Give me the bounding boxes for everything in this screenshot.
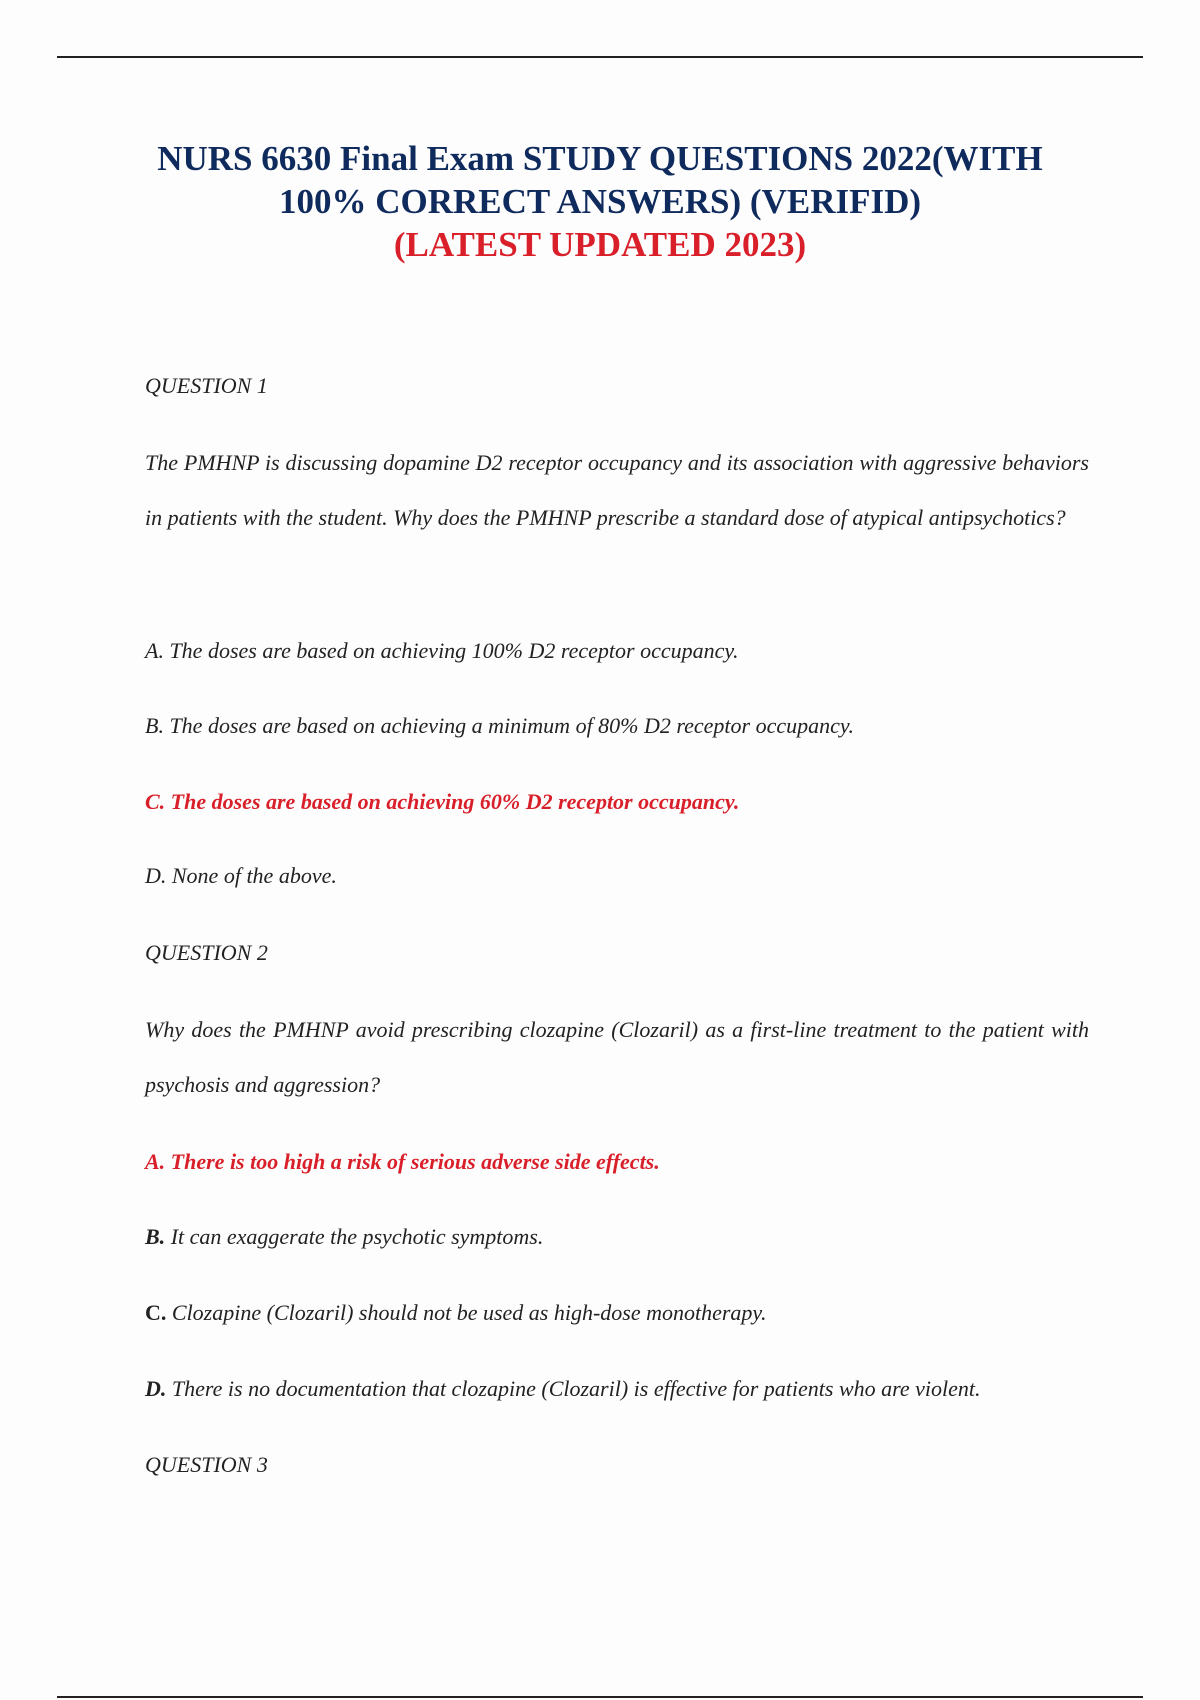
option-text: Clozapine (Clozaril) should not be used as high-dose monotherapy. [166,1300,767,1325]
question-text: The PMHNP is discussing dopamine D2 receptor occupancy and its association with aggressive behaviors in patients with the student. Why does the PMHNP prescribe a standard dose of atypical antipsychotics? [145,450,1089,530]
correct-answer-option-a: A. There is too high a risk of serious adverse side effects. [145,1149,660,1174]
option-letter: D. [145,1376,167,1401]
title-line-2: 100% CORRECT ANSWERS) (VERIFID) [278,182,922,221]
option-text: There is no documentation that clozapine (Clozaril) is effective for patients who are violent. [166,1376,981,1401]
option-text: It can exaggerate the psychotic symptoms. [165,1224,544,1249]
correct-answer-option-c: C. The doses are based on achieving 60% D2 receptor occupancy. [145,789,740,814]
option-letter: B. [145,1224,166,1249]
question-heading: QUESTION 2 [145,940,268,965]
question-heading: QUESTION 1 [145,373,268,398]
option-b [145,1224,1089,1250]
bottom-rule [57,1696,1143,1698]
question-text: Why does the PMHNP avoid prescribing clozapine (Clozaril) as a first-line treatment to the patient with psychosis and aggression? [145,1017,1089,1097]
option-letter: C. [145,1300,167,1325]
title-line-1: NURS 6630 Final Exam STUDY QUESTIONS 2022(WITH [157,139,1043,178]
document-title [100,137,1100,266]
top-rule [57,56,1143,58]
option-c [145,1300,1089,1326]
question-heading: QUESTION 3 [145,1452,268,1477]
option-b: B. The doses are based on achieving a minimum of 80% D2 receptor occupancy. [145,713,854,738]
option-d: D. None of the above. [145,863,337,888]
option-a: A. The doses are based on achieving 100% D2 receptor occupancy. [145,638,739,663]
title-line-3: (LATEST UPDATED 2023) [393,225,807,264]
option-d [145,1376,1089,1402]
